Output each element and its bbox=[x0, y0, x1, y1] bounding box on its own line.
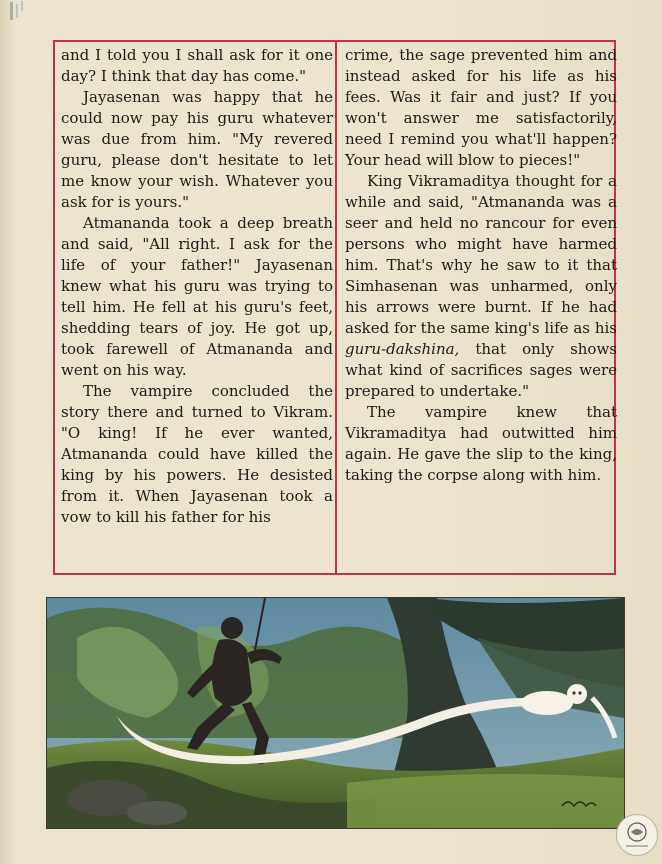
paragraph: The vampire knew that Vikramaditya had outwitted him again. He gave the slip to the king, taking the corpse along with him. bbox=[345, 403, 617, 484]
paragraph: and I told you I shall ask for it one day? I think that day has come." bbox=[61, 46, 333, 85]
italic-term: guru-dakshina, bbox=[345, 340, 460, 358]
stamp-logo-icon bbox=[616, 814, 658, 856]
paragraph bbox=[345, 171, 617, 402]
paragraph: crime, the sage prevented him and instead asked for his life as his fees. Was it fair and just? If you won't answer me satisfactorily, need I remind you what'll happen? Your head will blow to pieces!" bbox=[345, 46, 617, 169]
right-column bbox=[345, 45, 617, 486]
paragraph-text: King Vikramaditya thought for a while and said, "Atmananda was a seer and held no rancour for even persons who might have harmed him. That's why he saw to it that Simhasenan was unharmed, only his arrows were burnt. If he had asked for the same king's life as his bbox=[345, 172, 617, 337]
left-column bbox=[61, 45, 333, 528]
paragraph: The vampire concluded the story there and turned to Vikram. "O king! If he ever wanted, Atmananda could have killed the king by his powers. He desisted from it. When Jayasenan took a vow to kill his father for his bbox=[61, 382, 333, 526]
column-divider bbox=[335, 40, 337, 575]
paragraph-text: that only shows what kind of sacrifices sages were prepared to undertake." bbox=[345, 340, 617, 400]
scan-mark-icon bbox=[8, 0, 26, 26]
paragraph: Atmananda took a deep breath and said, "All right. I ask for the life of your father!" Jayasenan knew what his guru was trying to tell him. He fell at his guru's feet, shedding tears of joy. He got up, took farewell of Atmananda and went on his way. bbox=[61, 214, 333, 379]
forest-chase-illustration-icon bbox=[46, 597, 625, 829]
paragraph: Jayasenan was happy that he could now pay his guru whatever was due from him. "My revered guru, please don't hesitate to let me know your wish. Whatever you ask for is yours." bbox=[61, 88, 333, 211]
